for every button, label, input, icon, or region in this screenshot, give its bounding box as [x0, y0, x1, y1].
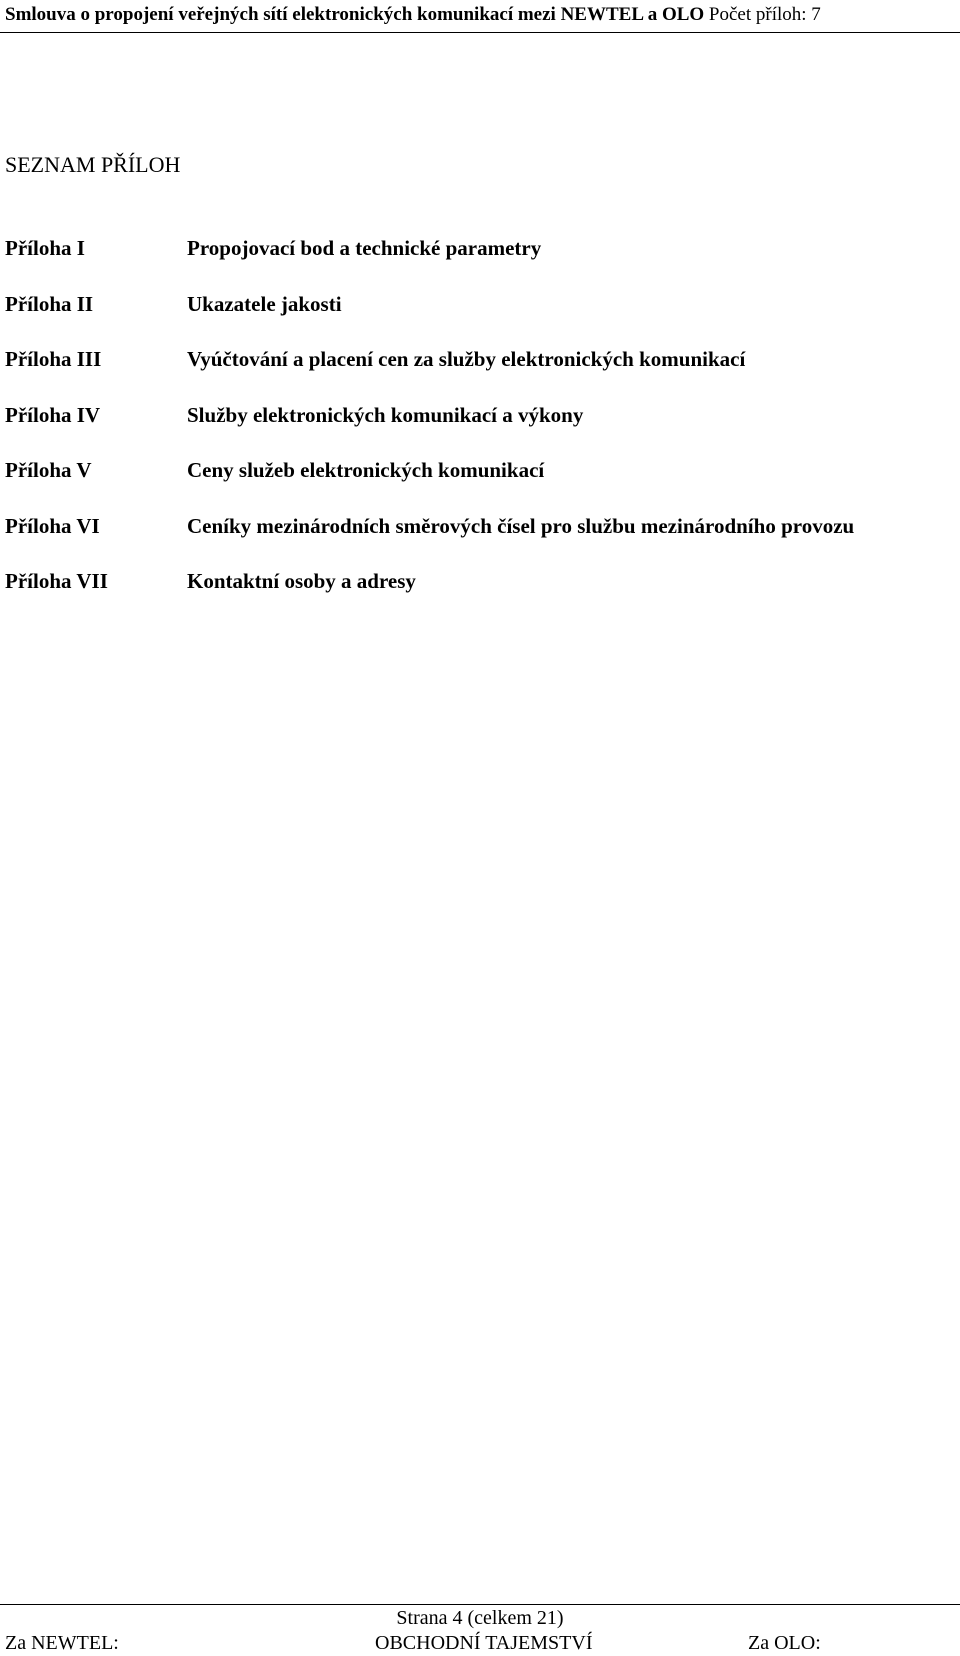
- annex-row-6: [5, 511, 955, 567]
- annex-list: [5, 233, 955, 622]
- annex-description: Ceníky mezinárodních směrových čísel pro službu mezinárodního provozu: [187, 513, 855, 538]
- annex-row-5: [5, 455, 955, 511]
- annex-label: Příloha VI: [5, 513, 100, 538]
- page-number: Strana 4 (celkem 21): [396, 1607, 564, 1629]
- annex-label: Příloha V: [5, 458, 92, 482]
- annex-label: Příloha II: [5, 291, 94, 316]
- document-header: [5, 0, 955, 30]
- annex-label: Příloha III: [5, 347, 102, 371]
- annex-description: Ceny služeb elektronických komunikací: [187, 458, 545, 482]
- annex-row-7: [5, 566, 955, 622]
- header-divider: [0, 32, 960, 33]
- annex-row-2: [5, 289, 955, 345]
- annex-label: Příloha IV: [5, 402, 101, 427]
- footer-confidential-label: OBCHODNÍ TAJEMSTVÍ: [375, 1632, 593, 1654]
- annex-label: Příloha VII: [5, 569, 108, 593]
- annex-row-3: [5, 344, 955, 400]
- annex-description: Služby elektronických komunikací a výkony: [187, 402, 584, 427]
- section-title: SEZNAM PŘÍLOH: [5, 152, 181, 177]
- footer-olo-label: Za OLO:: [748, 1632, 821, 1654]
- annex-row-4: [5, 400, 955, 456]
- footer-newtel-label: Za NEWTEL:: [5, 1632, 119, 1654]
- footer-divider: [0, 1604, 960, 1605]
- annex-description: Kontaktní osoby a adresy: [187, 569, 416, 593]
- annex-description: Ukazatele jakosti: [187, 291, 342, 316]
- annex-description: Propojovací bod a technické parametry: [187, 236, 542, 260]
- contract-title: Smlouva o propojení veřejných sítí elektronických komunikací mezi NEWTEL a OLO: [5, 4, 705, 25]
- annex-row-1: [5, 233, 955, 289]
- attachment-count: Počet příloh: 7: [708, 4, 821, 25]
- annex-description: Vyúčtování a placení cen za služby elektronických komunikací: [187, 347, 746, 371]
- annex-label: Příloha I: [5, 236, 85, 260]
